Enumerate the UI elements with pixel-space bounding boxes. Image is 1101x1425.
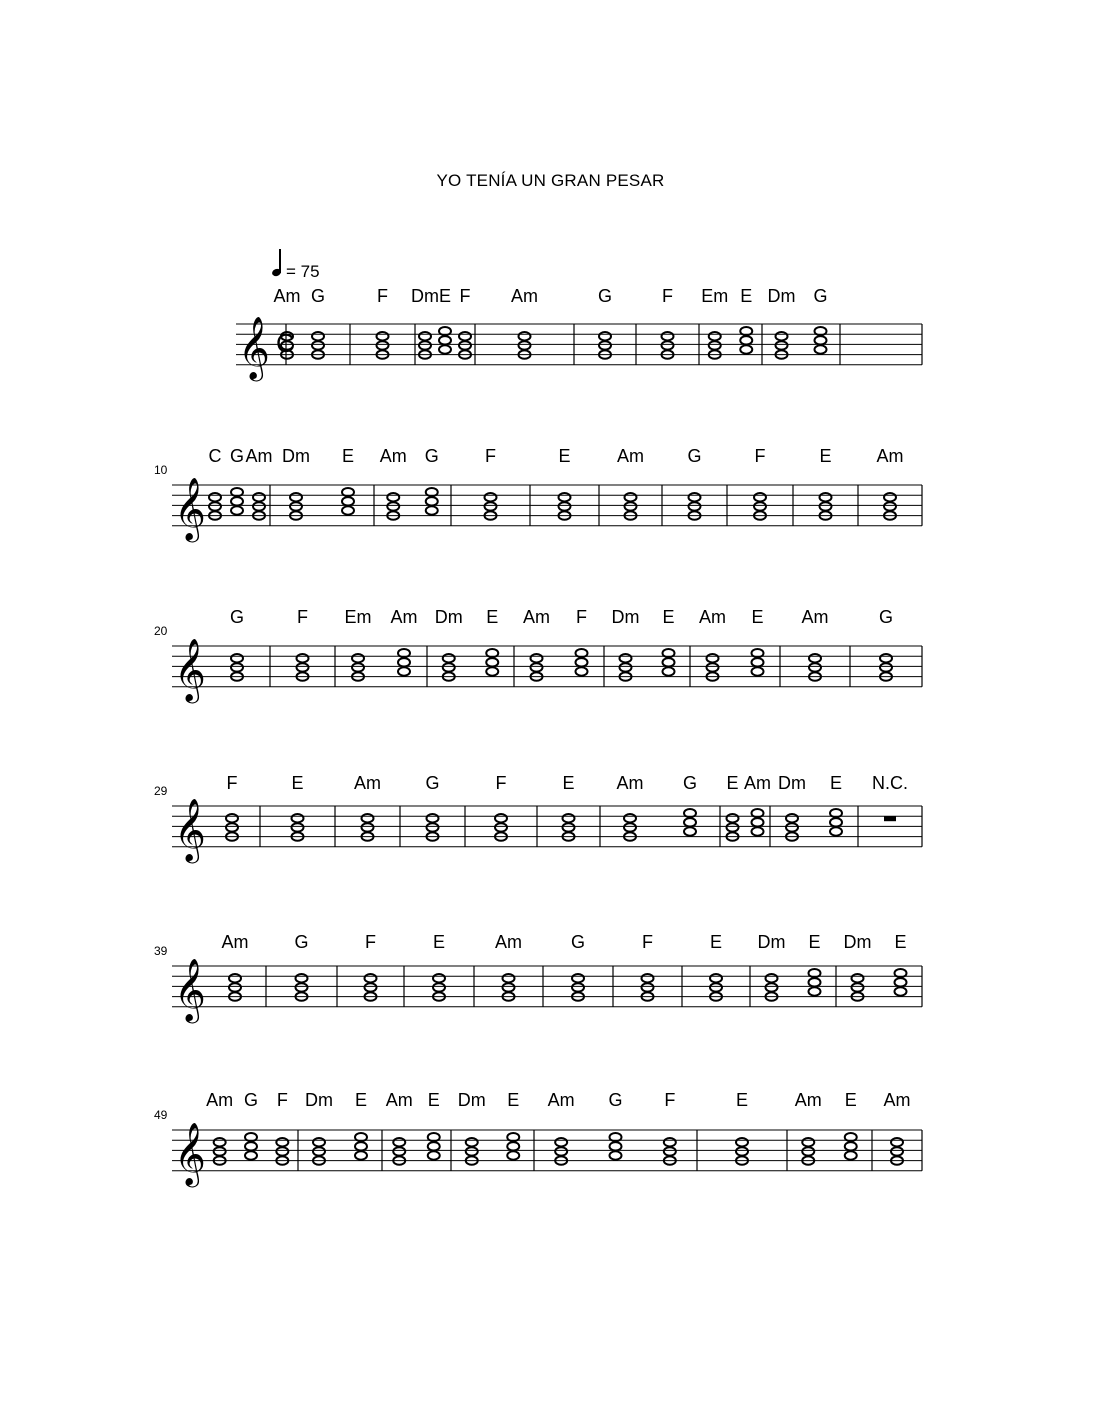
chord-notehead	[852, 974, 864, 982]
chord-notehead	[231, 654, 243, 662]
chord-notehead	[689, 502, 701, 510]
chord-notehead	[891, 1147, 903, 1155]
chord-symbol: Dm	[611, 607, 640, 627]
chord-notehead	[599, 332, 611, 340]
chord-notehead	[815, 345, 827, 353]
chord-symbol: F	[377, 286, 388, 306]
chord-notehead	[710, 983, 722, 991]
chord-notehead	[689, 493, 701, 501]
chord-notehead	[209, 493, 221, 501]
chord-notehead	[766, 974, 778, 982]
measure-number: 29	[154, 784, 168, 798]
chord-notehead	[563, 823, 575, 831]
chord-notehead	[495, 814, 507, 822]
chord-notehead	[845, 1151, 857, 1159]
chord-symbol: Dm	[757, 932, 786, 952]
chord-notehead	[231, 497, 243, 505]
chord-symbol: Em	[701, 286, 729, 306]
chord-symbol: F	[495, 773, 507, 793]
chord-notehead	[727, 814, 739, 822]
chord-notehead	[740, 345, 752, 353]
chord-symbol: G	[294, 932, 309, 952]
chord-notehead	[709, 341, 721, 349]
chord-symbol: Am	[379, 446, 407, 466]
chord-symbol: Am	[385, 1090, 413, 1110]
measure-number: 49	[154, 1108, 168, 1122]
chord-notehead	[663, 658, 675, 666]
chord-notehead	[214, 1147, 226, 1155]
chord-notehead	[443, 654, 455, 662]
chord-notehead	[296, 983, 308, 991]
chord-notehead	[459, 341, 471, 349]
chord-symbol: E	[558, 446, 571, 466]
measure-number: 10	[154, 463, 168, 477]
chord-notehead	[428, 1151, 440, 1159]
staff-system	[154, 773, 922, 864]
chord-notehead	[815, 336, 827, 344]
chord-notehead	[398, 667, 410, 675]
chord-notehead	[710, 974, 722, 982]
chord-notehead	[253, 502, 265, 510]
chord-notehead	[229, 974, 241, 982]
chord-notehead	[393, 1147, 405, 1155]
chord-notehead	[439, 336, 451, 344]
chord-notehead	[313, 1138, 325, 1146]
chord-notehead	[226, 814, 238, 822]
chord-symbol: N.C.	[872, 773, 908, 793]
chord-notehead	[245, 1142, 257, 1150]
chord-notehead	[555, 1138, 567, 1146]
staff-system	[154, 607, 922, 704]
chord-symbol: E	[726, 773, 739, 793]
chord-symbol: E	[740, 286, 753, 306]
chord-notehead	[664, 1147, 676, 1155]
whole-rest-icon	[884, 816, 896, 821]
chord-notehead	[610, 1142, 622, 1150]
chord-notehead	[809, 978, 821, 986]
chord-notehead	[884, 502, 896, 510]
chord-notehead	[352, 654, 364, 662]
treble-clef-icon: 𝄞	[174, 800, 206, 860]
chord-notehead	[459, 332, 471, 340]
chord-notehead	[428, 1142, 440, 1150]
chord-notehead	[709, 332, 721, 340]
measure-number: 39	[154, 944, 168, 958]
chord-symbol: E	[751, 607, 764, 627]
chord-notehead	[495, 823, 507, 831]
chord-notehead	[802, 1147, 814, 1155]
chord-symbol: F	[297, 607, 308, 627]
score-title: YO TENÍA UN GRAN PESAR	[436, 171, 665, 190]
chord-notehead	[830, 818, 842, 826]
chord-notehead	[486, 658, 498, 666]
chord-notehead	[572, 983, 584, 991]
chord-notehead	[599, 341, 611, 349]
chord-symbol: Am	[245, 446, 273, 466]
chord-symbol: Dm	[767, 286, 796, 306]
chord-notehead	[852, 983, 864, 991]
chord-notehead	[531, 663, 543, 671]
chord-notehead	[362, 823, 374, 831]
chord-symbol: Am	[617, 446, 644, 466]
chord-notehead	[642, 983, 654, 991]
chord-symbol: Am	[523, 607, 550, 627]
chord-notehead	[229, 983, 241, 991]
chord-notehead	[426, 497, 438, 505]
chord-symbol: Am	[794, 1090, 822, 1110]
chord-notehead	[563, 814, 575, 822]
chord-symbol: E	[291, 773, 304, 793]
chord-notehead	[684, 827, 696, 835]
chord-symbol: E	[432, 932, 446, 952]
chord-notehead	[736, 1138, 748, 1146]
chord-notehead	[377, 332, 389, 340]
chord-symbol: E	[819, 446, 832, 466]
chord-notehead	[620, 654, 632, 662]
chord-notehead	[776, 341, 788, 349]
chord-notehead	[292, 823, 304, 831]
chord-symbol: E	[735, 1090, 749, 1110]
chord-notehead	[662, 332, 674, 340]
chord-notehead	[752, 658, 764, 666]
chord-symbol: Am	[206, 1090, 234, 1110]
chord-symbol: G	[243, 1090, 259, 1110]
chord-notehead	[355, 1142, 367, 1150]
treble-clef-icon: 𝄞	[174, 1124, 206, 1184]
chord-notehead	[572, 974, 584, 982]
chord-symbol: E	[808, 932, 821, 952]
chord-notehead	[296, 974, 308, 982]
chord-notehead	[387, 502, 399, 510]
chord-symbol: F	[485, 446, 496, 466]
chord-symbol: F	[662, 286, 673, 306]
chord-notehead	[519, 332, 531, 340]
chord-notehead	[365, 974, 377, 982]
chord-notehead	[809, 987, 821, 995]
chord-symbol: G	[229, 607, 245, 627]
chord-symbol: E	[562, 773, 575, 793]
chord-symbol: Am	[616, 773, 644, 793]
chord-notehead	[466, 1147, 478, 1155]
chord-notehead	[754, 502, 766, 510]
chord-notehead	[276, 1138, 288, 1146]
chord-notehead	[625, 493, 637, 501]
treble-clef-icon: 𝄞	[238, 318, 270, 378]
chord-notehead	[766, 983, 778, 991]
chord-symbol: G	[682, 773, 698, 793]
chord-notehead	[253, 493, 265, 501]
chord-symbol: G	[310, 286, 326, 306]
chord-notehead	[754, 493, 766, 501]
chord-notehead	[664, 1138, 676, 1146]
chord-notehead	[895, 978, 907, 986]
chord-notehead	[707, 663, 719, 671]
chord-notehead	[365, 983, 377, 991]
chord-notehead	[276, 1147, 288, 1155]
chord-symbol: Dm	[843, 932, 872, 952]
staff-system	[154, 932, 922, 1024]
chord-notehead	[231, 663, 243, 671]
chord-notehead	[419, 332, 431, 340]
chord-symbol: Dm	[778, 773, 806, 793]
chord-notehead	[393, 1138, 405, 1146]
chord-symbol: Dm	[434, 607, 463, 627]
chord-symbol: G	[425, 773, 440, 793]
chord-symbol: G	[687, 446, 702, 466]
chord-notehead	[830, 827, 842, 835]
chord-symbol: F	[664, 1090, 676, 1110]
chord-symbol: F	[365, 932, 376, 952]
measure-number: 20	[154, 624, 168, 638]
chord-symbol: Am	[495, 932, 522, 952]
chord-symbol: F	[459, 286, 471, 306]
chord-symbol: Am	[876, 446, 904, 466]
chord-symbol: F	[576, 607, 587, 627]
chord-notehead	[355, 1151, 367, 1159]
chord-notehead	[891, 1138, 903, 1146]
chord-notehead	[297, 663, 309, 671]
chord-notehead	[352, 663, 364, 671]
chord-notehead	[507, 1142, 519, 1150]
chord-notehead	[727, 823, 739, 831]
chord-notehead	[297, 654, 309, 662]
chord-notehead	[884, 493, 896, 501]
chord-notehead	[752, 667, 764, 675]
chord-notehead	[684, 818, 696, 826]
chord-notehead	[292, 814, 304, 822]
chord-notehead	[786, 823, 798, 831]
chord-notehead	[231, 506, 243, 514]
chord-notehead	[752, 827, 764, 835]
chord-notehead	[214, 1138, 226, 1146]
chord-notehead	[433, 974, 445, 982]
treble-clef-icon: 𝄞	[174, 479, 206, 539]
chord-notehead	[485, 502, 497, 510]
chord-notehead	[559, 493, 571, 501]
chord-symbol: Am	[354, 773, 381, 793]
chord-notehead	[503, 983, 515, 991]
chord-symbol: Am	[744, 773, 771, 793]
chord-notehead	[342, 506, 354, 514]
chord-notehead	[531, 654, 543, 662]
chord-symbol: E	[662, 607, 675, 627]
chord-symbol: E	[354, 1090, 368, 1110]
chord-symbol: E	[829, 773, 843, 793]
chord-notehead	[398, 658, 410, 666]
chord-notehead	[503, 974, 515, 982]
chord-symbol: Dm	[305, 1090, 333, 1110]
chord-notehead	[290, 502, 302, 510]
chord-notehead	[736, 1147, 748, 1155]
chord-symbol: Am	[273, 286, 301, 306]
chord-notehead	[312, 341, 324, 349]
chord-symbol: E	[844, 1090, 857, 1110]
chord-symbol: F	[642, 932, 653, 952]
chord-notehead	[342, 497, 354, 505]
chord-symbol: Am	[511, 286, 538, 306]
treble-clef-icon: 𝄞	[174, 640, 206, 700]
chord-symbol: Dm	[457, 1090, 486, 1110]
chord-notehead	[662, 341, 674, 349]
chord-notehead	[620, 663, 632, 671]
chord-notehead	[845, 1142, 857, 1150]
chord-symbol: G	[597, 286, 613, 306]
chord-notehead	[290, 493, 302, 501]
chord-notehead	[507, 1151, 519, 1159]
chord-notehead	[466, 1138, 478, 1146]
chord-symbol: Am	[699, 607, 726, 627]
chord-notehead	[707, 654, 719, 662]
staff-system	[154, 1090, 922, 1188]
chord-notehead	[209, 502, 221, 510]
chord-notehead	[486, 667, 498, 675]
chord-notehead	[226, 823, 238, 831]
chord-symbol: E	[341, 446, 355, 466]
staff-system	[154, 446, 922, 543]
tempo-value: = 75	[286, 262, 320, 281]
chord-symbol: G	[608, 1090, 623, 1110]
chord-symbol: Am	[547, 1090, 575, 1110]
chord-notehead	[377, 341, 389, 349]
chord-notehead	[245, 1151, 257, 1159]
chord-symbol: Em	[344, 607, 372, 627]
chord-symbol: Dm	[282, 446, 310, 466]
chord-notehead	[663, 667, 675, 675]
chord-notehead	[439, 345, 451, 353]
chord-notehead	[362, 814, 374, 822]
chord-notehead	[387, 493, 399, 501]
chord-notehead	[776, 332, 788, 340]
chord-notehead	[880, 663, 892, 671]
chord-notehead	[576, 658, 588, 666]
chord-notehead	[555, 1147, 567, 1155]
chord-notehead	[519, 341, 531, 349]
chord-notehead	[895, 987, 907, 995]
chord-notehead	[809, 654, 821, 662]
chord-symbol: Dm	[411, 286, 439, 306]
chord-symbol: E	[427, 1090, 440, 1110]
chord-symbol: E	[507, 1090, 520, 1110]
chord-notehead	[427, 814, 439, 822]
chord-notehead	[443, 663, 455, 671]
chord-notehead	[427, 823, 439, 831]
chord-notehead	[426, 506, 438, 514]
chord-notehead	[313, 1147, 325, 1155]
chord-symbol: F	[226, 773, 238, 793]
chord-symbol: G	[229, 446, 245, 466]
chord-notehead	[624, 814, 636, 822]
chord-notehead	[880, 654, 892, 662]
chord-notehead	[433, 983, 445, 991]
chord-notehead	[559, 502, 571, 510]
chord-symbol: G	[878, 607, 894, 627]
chord-notehead	[740, 336, 752, 344]
treble-clef-icon: 𝄞	[174, 960, 206, 1020]
staff-system	[236, 286, 922, 382]
chord-notehead	[802, 1138, 814, 1146]
chord-symbol: Am	[221, 932, 249, 952]
chord-symbol: Am	[390, 607, 418, 627]
chord-symbol: Am	[801, 607, 829, 627]
chord-symbol: G	[813, 286, 828, 306]
chord-notehead	[576, 667, 588, 675]
chord-notehead	[820, 493, 832, 501]
chord-symbol: C	[208, 446, 222, 466]
chord-symbol: F	[276, 1090, 288, 1110]
chord-notehead	[610, 1151, 622, 1159]
chord-notehead	[312, 332, 324, 340]
chord-notehead	[786, 814, 798, 822]
chord-symbol: F	[754, 446, 766, 466]
chord-notehead	[485, 493, 497, 501]
chord-symbol: E	[709, 932, 723, 952]
chord-symbol: G	[570, 932, 586, 952]
chord-notehead	[752, 818, 764, 826]
chord-symbol: E	[486, 607, 499, 627]
chord-notehead	[625, 502, 637, 510]
chord-notehead	[419, 341, 431, 349]
chord-symbol: E	[894, 932, 907, 952]
chord-symbol: E	[438, 286, 452, 306]
chord-symbol: G	[424, 446, 439, 466]
chord-notehead	[642, 974, 654, 982]
chord-notehead	[624, 823, 636, 831]
chord-notehead	[809, 663, 821, 671]
time-signature: C	[276, 328, 295, 358]
chord-notehead	[820, 502, 832, 510]
chord-symbol: Am	[883, 1090, 911, 1110]
